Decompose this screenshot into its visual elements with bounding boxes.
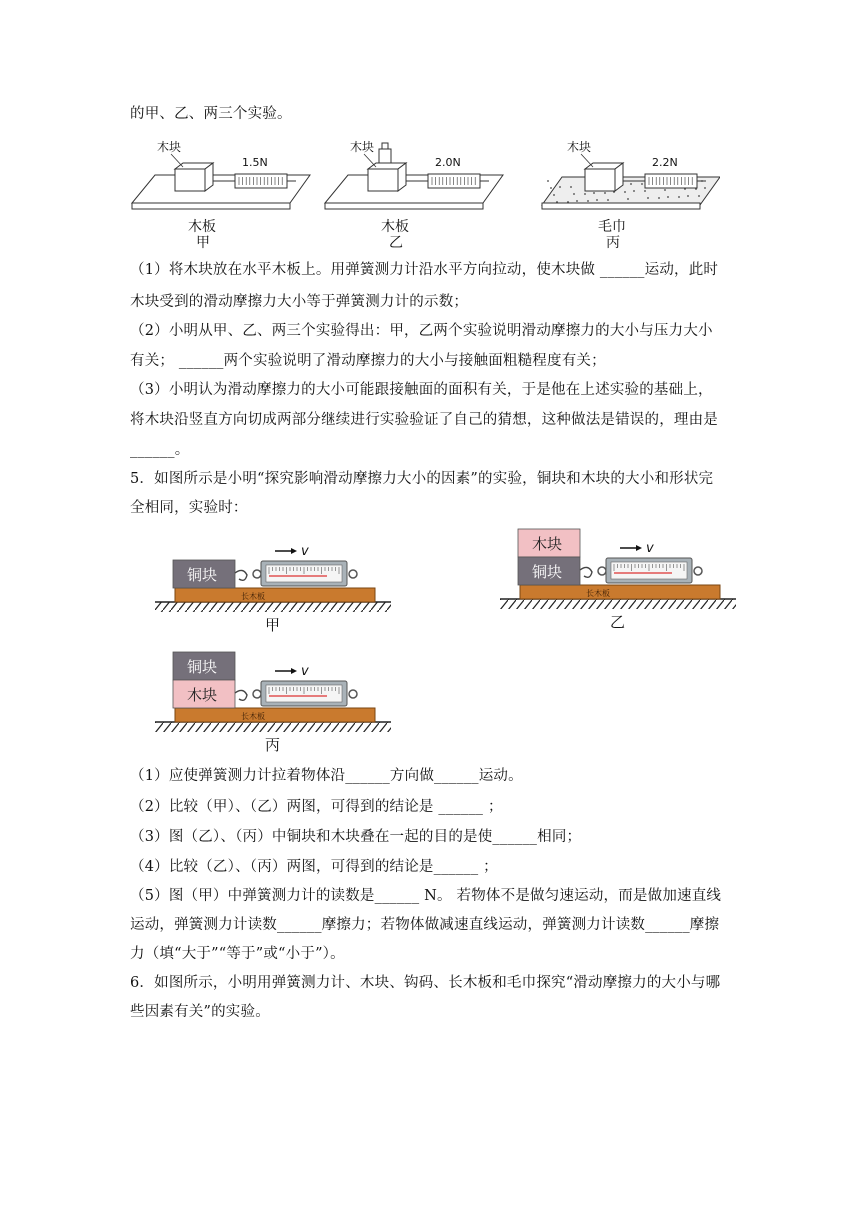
board-edge xyxy=(132,203,290,209)
towel-dot xyxy=(647,197,649,199)
towel-dot xyxy=(576,200,578,202)
q4-line-6: 将木块沿竖直方向切成两部分继续进行实验验证了自己的猜想，这种做法是错误的，理由是 xyxy=(130,412,718,428)
block-label: 木块 xyxy=(567,140,592,154)
q5-question-6: 运动，弹簧测力计读数______摩擦力；若物体做减速直线运动，弹簧测力计读数______摩擦 xyxy=(130,917,720,933)
towel-dot xyxy=(704,187,706,189)
label-leader xyxy=(171,154,183,167)
weight xyxy=(379,149,391,163)
hook xyxy=(235,690,247,700)
scale-end-ring xyxy=(694,567,702,575)
velocity-label: v xyxy=(301,664,309,679)
block-label: 铜块 xyxy=(187,658,218,676)
towel-dot xyxy=(573,193,575,195)
q5-question-5: （5）图（甲）中弹簧测力计的读数是______ N。 若物体不是做匀速运动，而是做加速直线 xyxy=(130,888,722,904)
towel-dot xyxy=(584,193,586,195)
towel-dot xyxy=(678,196,680,198)
q4-line-1: （1）将木块放在水平木板上。用弹簧测力计沿水平方向拉动，使木块做 ______运动，此时 xyxy=(130,262,719,278)
towel-dot xyxy=(607,199,609,201)
q5-line-1: 5．如图所示是小明“探究影响滑动摩擦力大小的因素”的实验，铜块和木块的大小和形状完 xyxy=(130,471,714,487)
block-label: 木块 xyxy=(157,140,182,154)
block-label: 铜块 xyxy=(532,563,563,581)
towel-dot xyxy=(644,190,646,192)
hook xyxy=(235,570,247,580)
panel-name: 乙 xyxy=(389,235,403,251)
panel-name: 丙 xyxy=(606,235,620,251)
q4-line-7: ______。 xyxy=(130,442,190,458)
towel-dot xyxy=(667,196,669,198)
force-reading: 1.5N xyxy=(242,156,268,169)
towel-dot xyxy=(641,183,643,185)
long-board xyxy=(175,708,375,722)
weight-hook xyxy=(382,143,388,149)
towel-dot xyxy=(570,186,572,188)
wood-block xyxy=(585,169,615,191)
label-leader xyxy=(364,154,376,167)
towel-dot xyxy=(596,199,598,201)
q4-line-2: 木块受到的滑动摩擦力大小等于弹簧测力计的示数； xyxy=(130,294,469,310)
q5-question-7: 力（填“大于”“等于”或“小于”）。 xyxy=(130,946,345,962)
towel-dot xyxy=(624,191,626,193)
scale-ring xyxy=(253,570,261,578)
q5-figure xyxy=(125,520,745,760)
hook xyxy=(580,567,592,577)
q4-line-5: （3）小明认为滑动摩擦力的大小可能跟接触面的面积有关，于是他在上述实验的基础上， xyxy=(130,382,713,398)
panel-name: 乙 xyxy=(610,613,626,631)
board-label: 长木板 xyxy=(586,589,610,598)
velocity-arrowhead xyxy=(636,545,642,551)
q4-line-4: 有关； ______两个实验说明了滑动摩擦力的大小与接触面粗糙程度有关； xyxy=(130,353,606,369)
block-label: 木块 xyxy=(187,686,218,704)
towel-dot xyxy=(698,195,700,197)
scale-end-ring xyxy=(349,690,357,698)
block-label: 木块 xyxy=(532,535,563,553)
long-board xyxy=(175,588,375,602)
velocity-arrowhead xyxy=(291,548,297,554)
q4-line-3: （2）小明从甲、乙、两三个实验得出：甲，乙两个实验说明滑动摩擦力的大小与压力大小 xyxy=(130,323,713,339)
q5-question-3: （3）图（乙）、（丙）中铜块和木块叠在一起的目的是使______相同； xyxy=(130,829,582,845)
wood-block xyxy=(368,169,398,191)
ground-hatch xyxy=(500,599,736,609)
q5-question-2: （2）比较（甲）、（乙）两图，可得到的结论是 ______ ； xyxy=(130,799,503,815)
towel-dot xyxy=(604,192,606,194)
block-label: 铜块 xyxy=(187,566,218,584)
velocity-arrowhead xyxy=(291,668,297,674)
q4-panel-2 xyxy=(325,139,503,251)
q6-line-1: 6．如图所示，小明用弹簧测力计、木块、钩码、长木板和毛巾探究“滑动摩擦力的大小与哪 xyxy=(130,975,721,991)
q5-line-2: 全相同，实验时： xyxy=(130,500,248,516)
towel-dot xyxy=(593,192,595,194)
q4-panel-3 xyxy=(542,139,720,251)
panel-name: 甲 xyxy=(265,616,281,634)
label-leader xyxy=(581,154,593,167)
force-reading: 2.0N xyxy=(435,156,461,169)
surface-label: 木板 xyxy=(381,219,409,235)
velocity-label: v xyxy=(301,544,309,559)
towel-dot xyxy=(630,183,632,185)
q6-line-2: 些因素有关”的实验。 xyxy=(130,1004,270,1020)
towel-dot xyxy=(633,190,635,192)
q5-question-4: （4）比较（乙）、（丙）两图，可得到的结论是______ ； xyxy=(130,859,498,875)
scale-ring xyxy=(253,690,261,698)
surface-label: 毛巾 xyxy=(598,219,626,235)
ground-hatch xyxy=(155,722,391,732)
board-edge xyxy=(325,203,483,209)
velocity-label: v xyxy=(646,541,654,556)
towel-dot xyxy=(687,195,689,197)
q5-panel-1 xyxy=(155,544,391,634)
towel-dot xyxy=(550,187,552,189)
towel-dot xyxy=(559,186,561,188)
q4-panel-1 xyxy=(132,139,310,251)
board-label: 长木板 xyxy=(241,592,265,601)
q4-intro-tail: 的甲、乙、两三个实验。 xyxy=(130,106,292,122)
q5-panel-2 xyxy=(500,529,736,631)
q4-figure xyxy=(130,135,720,253)
board-edge xyxy=(542,203,700,209)
towel-dot xyxy=(658,197,660,199)
towel-dot xyxy=(664,189,666,191)
block-label: 木块 xyxy=(350,140,375,154)
force-reading: 2.2N xyxy=(652,156,678,169)
towel-dot xyxy=(553,194,555,196)
q5-panel-3 xyxy=(155,652,391,754)
scale-ring xyxy=(598,567,606,575)
panel-name: 丙 xyxy=(265,736,281,754)
wood-block xyxy=(175,169,205,191)
towel-dot xyxy=(627,198,629,200)
towel-dot xyxy=(587,200,589,202)
towel-dot xyxy=(547,180,549,182)
long-board xyxy=(520,585,720,599)
board-label: 长木板 xyxy=(241,712,265,721)
ground-hatch xyxy=(155,602,391,612)
surface-label: 木板 xyxy=(188,219,216,235)
q5-question-1: （1）应使弹簧测力计拉着物体沿______方向做______运动。 xyxy=(130,768,523,784)
panel-name: 甲 xyxy=(196,235,210,251)
scale-end-ring xyxy=(349,570,357,578)
